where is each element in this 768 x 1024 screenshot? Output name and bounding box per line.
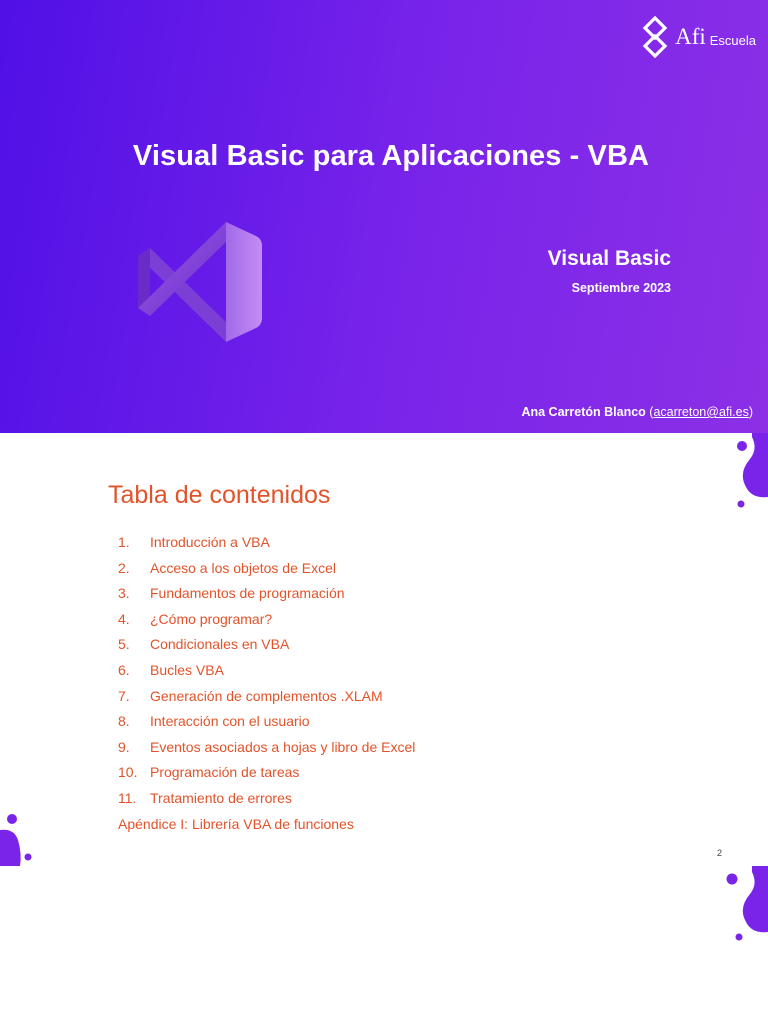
toc-appendix-label: Apéndice I: Librería VBA de funciones [118, 815, 354, 832]
toc-item-5[interactable] [118, 635, 415, 661]
toc-item-8[interactable] [118, 712, 415, 738]
toc-item-label: Eventos asociados a hojas y libro de Excel [150, 738, 416, 755]
toc-item-3[interactable] [118, 584, 415, 610]
toc-item-label: Fundamentos de programación [150, 585, 345, 602]
toc-item-number: 2. [118, 559, 130, 576]
toc-item-2[interactable] [118, 559, 415, 585]
toc-item-7[interactable] [118, 687, 415, 713]
toc-item-label: Interacción con el usuario [150, 713, 310, 730]
toc-item-label: ¿Cómo programar? [150, 610, 273, 627]
author-paren-open: ( [645, 405, 654, 419]
toc-item-label: Tratamiento de errores [150, 789, 292, 806]
brand-logo [641, 16, 756, 58]
toc-item-6[interactable] [118, 661, 415, 687]
brand-name: Afi [675, 24, 706, 49]
presentation-date: Septiembre 2023 [571, 281, 671, 295]
toc-list [118, 533, 415, 840]
toc-item-number: 11. [118, 789, 137, 806]
toc-item-label: Bucles VBA [150, 661, 224, 678]
title-slide [0, 0, 768, 433]
toc-item-number: 8. [118, 713, 130, 730]
toc-item-10[interactable] [118, 763, 415, 789]
toc-item-9[interactable] [118, 738, 415, 764]
toc-item-number: 3. [118, 585, 130, 602]
decorative-blob-third-slide [708, 866, 768, 946]
author-name: Ana Carretón Blanco [521, 405, 646, 419]
author-email-link[interactable]: acarreton@afi.es [653, 405, 749, 419]
decorative-blob-bottom-left [0, 810, 34, 866]
toc-item-label: Condicionales en VBA [150, 636, 290, 653]
toc-item-label: Acceso a los objetos de Excel [150, 559, 336, 576]
toc-item-number: 4. [118, 610, 130, 627]
toc-item-appendix[interactable] [118, 815, 415, 841]
decorative-blob-top-right [718, 433, 768, 511]
visual-studio-logo-icon [136, 218, 264, 346]
toc-item-label: Programación de tareas [150, 764, 300, 781]
contents-slide [0, 433, 768, 866]
toc-item-4[interactable] [118, 610, 415, 636]
toc-item-1[interactable] [118, 533, 415, 559]
author-line [521, 405, 753, 419]
toc-item-label: Introducción a VBA [150, 534, 270, 550]
toc-item-11[interactable] [118, 789, 415, 815]
toc-title: Tabla de contenidos [108, 481, 331, 509]
toc-item-label: Generación de complementos .XLAM [150, 687, 383, 704]
toc-item-number: 5. [118, 636, 130, 653]
presentation-title: Visual Basic para Aplicaciones - VBA [132, 140, 650, 172]
presentation-subtitle: Visual Basic [547, 247, 671, 270]
toc-item-number: 7. [118, 687, 130, 704]
brand-sub: Escuela [709, 32, 756, 48]
page-number: 2 [716, 848, 722, 858]
toc-item-number: 10. [118, 764, 138, 781]
toc-item-number: 6. [118, 661, 130, 678]
author-paren-close: ) [748, 405, 753, 419]
toc-item-number: 9. [118, 738, 130, 755]
afi-logo-icon [641, 16, 669, 58]
toc-item-number: 1. [118, 534, 130, 550]
